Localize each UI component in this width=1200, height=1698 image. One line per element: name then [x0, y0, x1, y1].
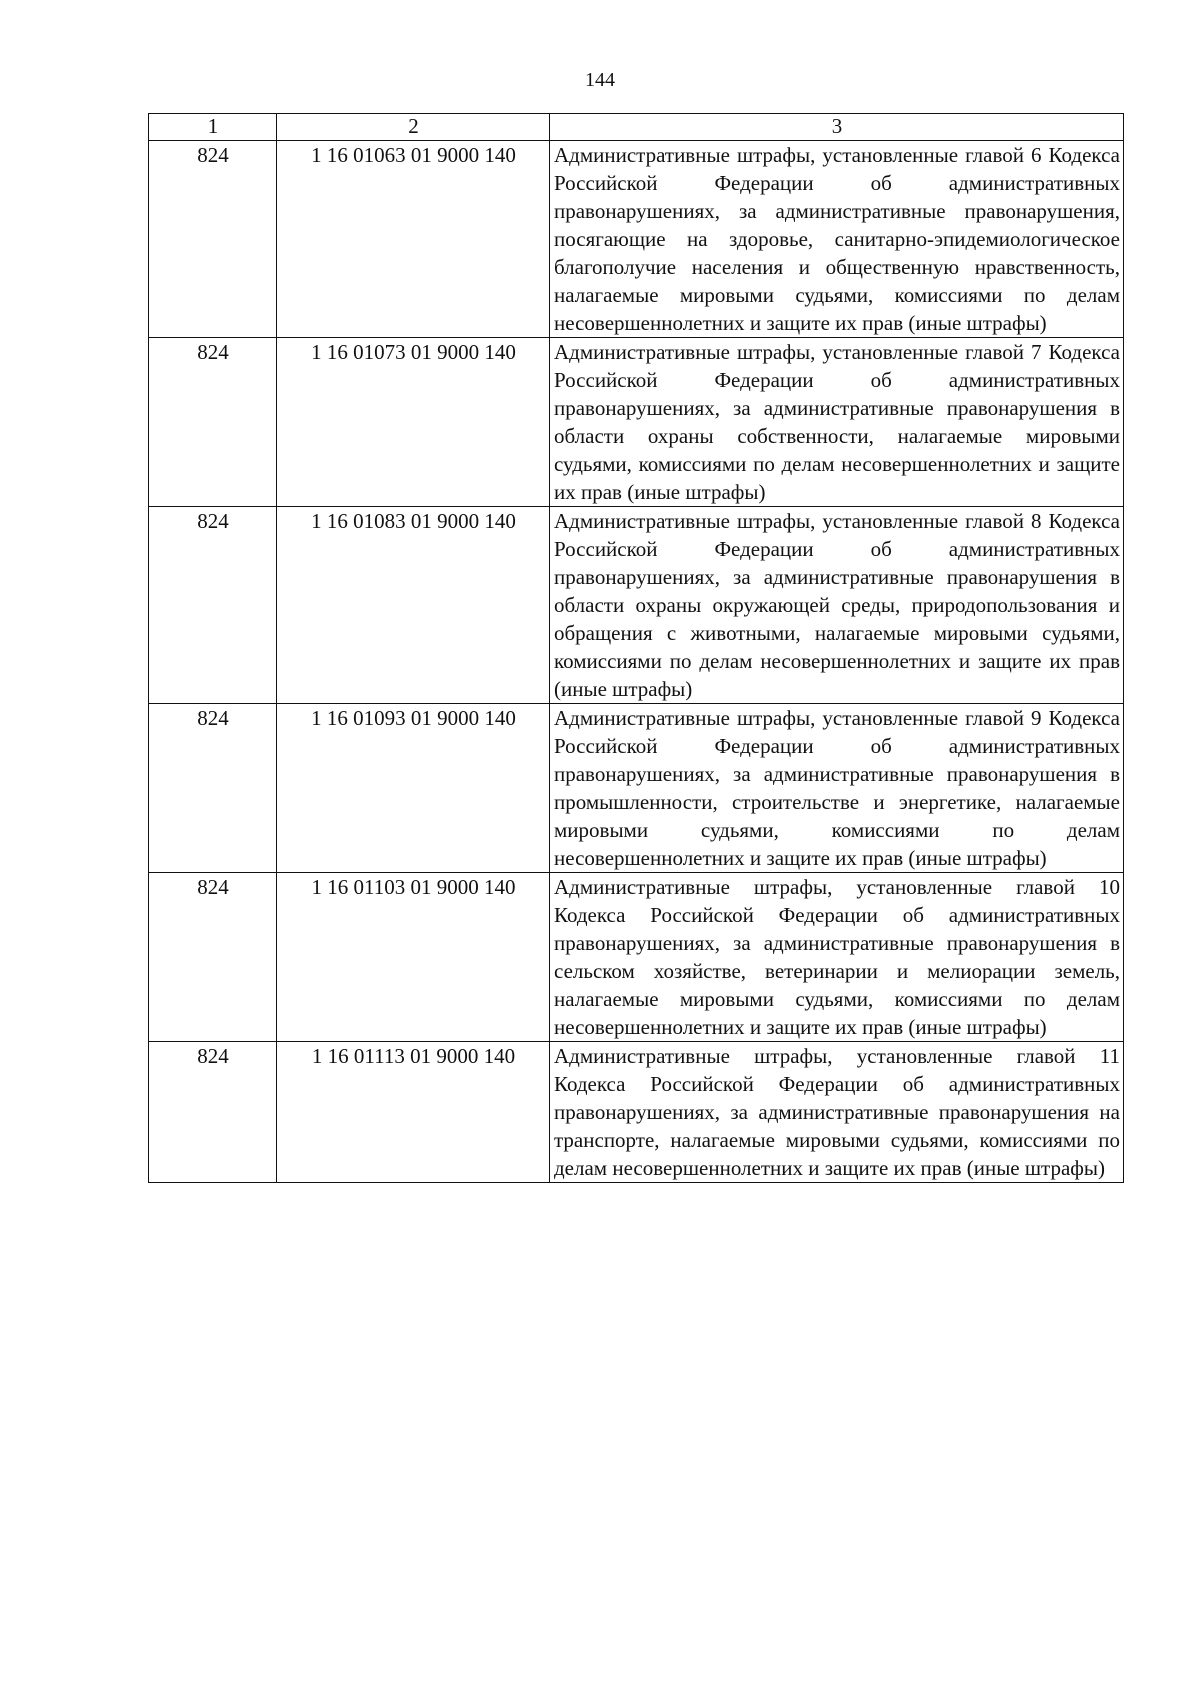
- admin-code-cell: 824: [149, 873, 277, 1042]
- description-cell: Административные штрафы, установленные главой 11 Кодекса Российской Федерации об административных правонарушениях, за административные правонарушения на транспорте, налагаемые мировыми судьями, комиссиями по делам несовершеннолетних и защите их прав (иные штрафы): [550, 1042, 1124, 1183]
- table-row: [149, 1042, 1124, 1183]
- admin-code-cell: 824: [149, 704, 277, 873]
- admin-code-cell: 824: [149, 507, 277, 704]
- table-row: [149, 338, 1124, 507]
- revenue-codes-table: [148, 113, 1124, 1183]
- page-number: 144: [585, 69, 615, 91]
- header-col-2: 2: [277, 114, 550, 141]
- header-col-1: 1: [149, 114, 277, 141]
- description-cell: Административные штрафы, установленные главой 9 Кодекса Российской Федерации об административных правонарушениях, за административные правонарушения в промышленности, строительстве и энергетике, налагаемые мировыми судьями, комиссиями по делам несовершеннолетних и защите их прав (иные штрафы): [550, 704, 1124, 873]
- kbk-code-cell: 1 16 01103 01 9000 140: [277, 873, 550, 1042]
- kbk-code-cell: 1 16 01083 01 9000 140: [277, 507, 550, 704]
- table-row: [149, 704, 1124, 873]
- kbk-code-cell: 1 16 01113 01 9000 140: [277, 1042, 550, 1183]
- admin-code-cell: 824: [149, 141, 277, 338]
- header-col-3: 3: [550, 114, 1124, 141]
- admin-code-cell: 824: [149, 338, 277, 507]
- kbk-code-cell: 1 16 01073 01 9000 140: [277, 338, 550, 507]
- table-header-row: [149, 114, 1124, 141]
- table-row: [149, 507, 1124, 704]
- description-cell: Административные штрафы, установленные главой 10 Кодекса Российской Федерации об административных правонарушениях, за административные правонарушения в сельском хозяйстве, ветеринарии и мелиорации земель, налагаемые мировыми судьями, комиссиями по делам несовершеннолетних и защите их прав (иные штрафы): [550, 873, 1124, 1042]
- description-cell: Административные штрафы, установленные главой 8 Кодекса Российской Федерации об административных правонарушениях, за административные правонарушения в области охраны окружающей среды, природопользования и обращения с животными, налагаемые мировыми судьями, комиссиями по делам несовершеннолетних и защите их прав (иные штрафы): [550, 507, 1124, 704]
- description-cell: Административные штрафы, установленные главой 7 Кодекса Российской Федерации об административных правонарушениях, за административные правонарушения в области охраны собственности, налагаемые мировыми судьями, комиссиями по делам несовершеннолетних и защите их прав (иные штрафы): [550, 338, 1124, 507]
- table-row: [149, 873, 1124, 1042]
- kbk-code-cell: 1 16 01063 01 9000 140: [277, 141, 550, 338]
- table-row: [149, 141, 1124, 338]
- admin-code-cell: 824: [149, 1042, 277, 1183]
- kbk-code-cell: 1 16 01093 01 9000 140: [277, 704, 550, 873]
- description-cell: Административные штрафы, установленные главой 6 Кодекса Российской Федерации об административных правонарушениях, за административные правонарушения, посягающие на здоровье, санитарно-эпидемиологическое благополучие населения и общественную нравственность, налагаемые мировыми судьями, комиссиями по делам несовершеннолетних и защите их прав (иные штрафы): [550, 141, 1124, 338]
